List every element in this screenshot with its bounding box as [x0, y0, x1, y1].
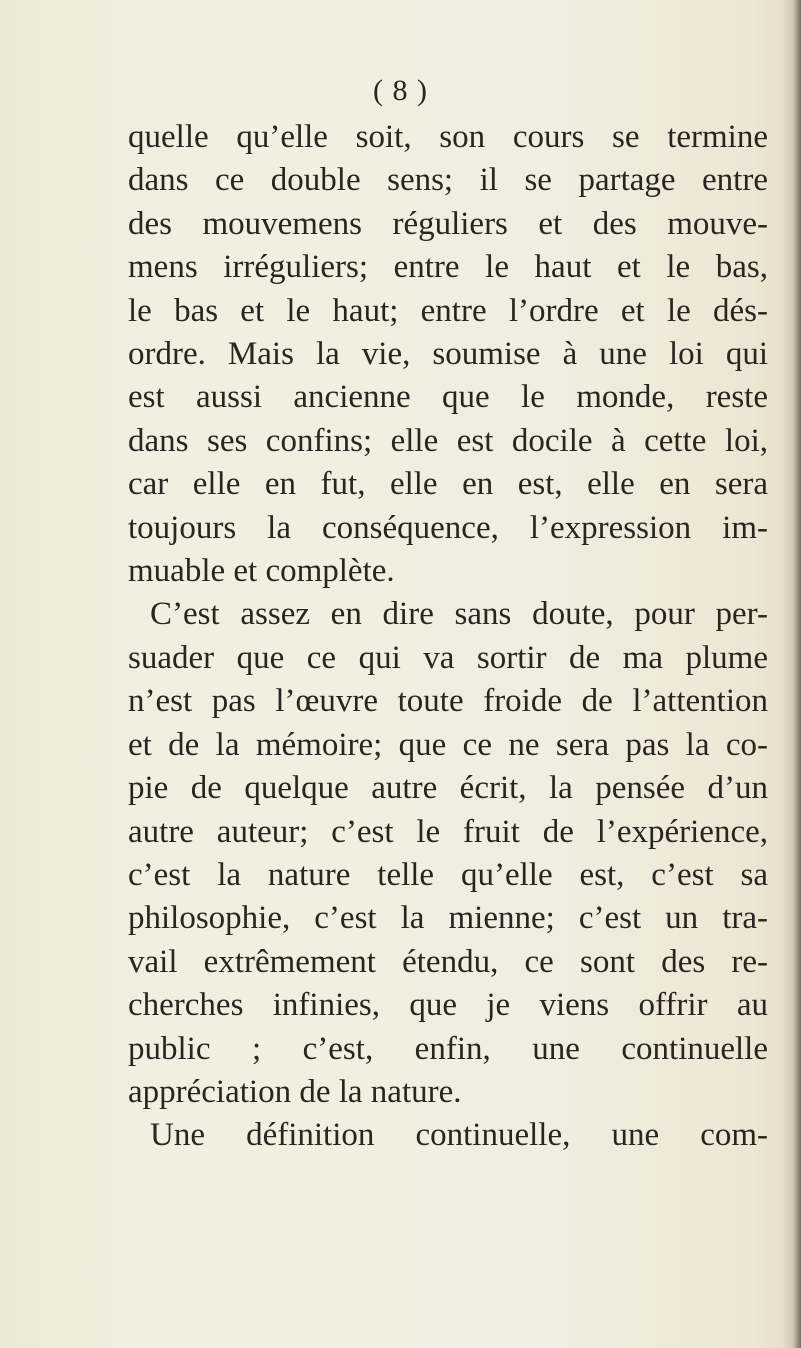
text-line: mens irréguliers; entre le haut et le bas, — [128, 249, 768, 286]
text-line: est aussi ancienne que le monde, reste — [128, 379, 768, 416]
text-line: toujours la conséquence, l’expression im- — [128, 509, 768, 546]
page-body-text — [128, 116, 768, 1158]
text-line: c’est la nature telle qu’elle est, c’est sa — [128, 856, 768, 893]
text-line: dans ses confins; elle est docile à cette loi, — [128, 422, 768, 459]
paragraph-end-line: appréciation de la nature. — [128, 1073, 462, 1110]
text-line: pie de quelque autre écrit, la pensée d’un — [128, 770, 768, 807]
text-line: ordre. Mais la vie, soumise à une loi qui — [128, 336, 768, 373]
text-line: des mouvemens réguliers et des mouve- — [128, 205, 768, 242]
page-edge-shadow — [783, 0, 801, 1348]
text-line: public ; c’est, enfin, une continuelle — [128, 1030, 768, 1067]
text-line: quelle qu’elle soit, son cours se termine — [128, 119, 768, 155]
text-line: n’est pas l’œuvre toute froide de l’attention — [128, 683, 768, 720]
paragraph-start-line: C’est assez en dire sans doute, pour per- — [150, 596, 768, 633]
text-line: suader que ce qui va sortir de ma plume — [128, 639, 768, 676]
text-line: dans ce double sens; il se partage entre — [128, 162, 768, 199]
text-line: et de la mémoire; que ce ne sera pas la co- — [128, 726, 768, 763]
text-line: car elle en fut, elle en est, elle en sera — [128, 466, 768, 503]
text-line: le bas et le haut; entre l’ordre et le dés- — [128, 292, 768, 329]
text-line: philosophie, c’est la mienne; c’est un tra- — [128, 900, 768, 937]
text-line: autre auteur; c’est le fruit de l’expérience, — [128, 813, 768, 850]
paragraph-end-line: muable et complète. — [128, 553, 395, 590]
paragraph-start-line: Une définition continuelle, une com- — [150, 1117, 768, 1154]
page-number: ( 8 ) — [373, 74, 428, 107]
text-line: vail extrêmement étendu, ce sont des re- — [128, 943, 768, 980]
text-line: cherches infinies, que je viens offrir au — [128, 987, 768, 1024]
